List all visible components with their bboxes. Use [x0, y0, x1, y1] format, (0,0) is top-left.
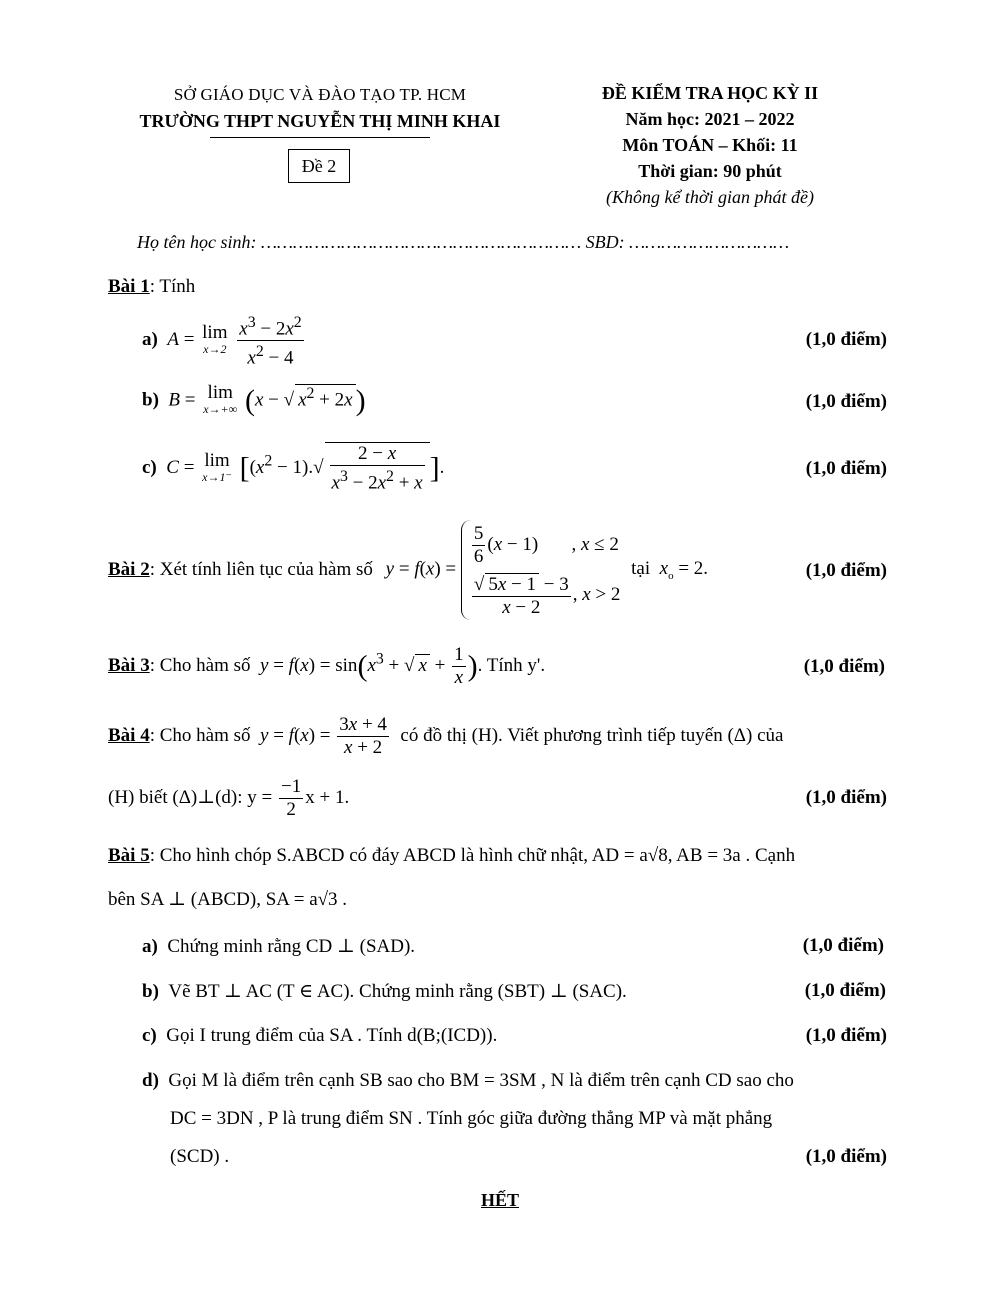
student-info-line: Họ tên học sinh: …………………………………………………… SBD: …………………………: [137, 232, 790, 252]
department-name: SỞ GIÁO DỤC VÀ ĐÀO TẠO TP. HCM: [173, 85, 467, 104]
bai4-line1: Bài 4: Cho hàm số y = f(x) = $\frac{3x + 4}{x + 2}$ có đồ thị (H). Viết phương trình tiếp tuyến (Δ) của: [108, 714, 784, 758]
bai1-label: Bài 1: [108, 276, 150, 297]
duration-note: (Không kể thời gian phát đề): [605, 187, 815, 207]
exam-title: ĐỀ KIỂM TRA HỌC KỲ II: [601, 83, 819, 103]
header-left: [105, 82, 535, 138]
bai5-part-d: d) Gọi M là điểm trên cạnh SB sao cho BM = 3SM , N là điểm trên cạnh CD sao cho: [142, 1070, 794, 1091]
header-rule: [210, 137, 430, 138]
school-name: TRƯỜNG THPT NGUYỄN THỊ MINH KHAI: [139, 111, 501, 131]
bai4-line2: (H) biết (Δ)⊥(d): y = $\frac{-1}{2}$ x + 1.: [108, 776, 350, 820]
bai3-points: (1,0 điểm): [803, 656, 885, 677]
subject-grade: Môn TOÁN – Khối: 11: [622, 135, 798, 155]
bai4-line2a: (H) biết (Δ)⊥(d): y =: [108, 786, 273, 808]
bai1-part-b: b) B = lim x→+∞ (x − √ $x^2 + 2x$ ): [142, 382, 366, 417]
exam-code-box: Đề 2: [288, 149, 350, 183]
bai5-d-line3: (SCD) .: [170, 1146, 230, 1167]
bai5-d-line2: DC = 3DN , P là trung điểm SN . Tính góc giữa đường thẳng MP và mặt phẳng: [170, 1108, 773, 1129]
bai5-line1: [108, 845, 795, 867]
bai5-line2: bên SA ⊥ (ABCD), SA = a√3 .: [108, 889, 348, 910]
bai1-part-c: c) C = lim x→1⁻ [$(x^2 - 1).√$ $\frac{2 - x}{x^3 - 2x^2 + x}$ ].: [142, 443, 445, 494]
bai5-a-points: (1,0 điểm): [802, 935, 884, 956]
bai5-b-text: Vẽ BT ⊥ AC (T ∈ AC). Chứng minh rằng (SBT) ⊥ (SAC).: [168, 981, 627, 1002]
bai1-a-points: (1,0 điểm): [805, 329, 887, 350]
exam-duration: Thời gian: 90 phút: [638, 161, 782, 181]
bai5-b-points: (1,0 điểm): [804, 980, 886, 1001]
bai5-part-c: c) Gọi I trung điểm của SA . Tính d(B;(ICD)).: [142, 1025, 498, 1046]
bai1-part-a: a) A = lim x→2 $\frac{x^3 - 2x^2}{x^2 - 4}$: [142, 314, 302, 369]
bai5-label: Bài 5: [108, 845, 150, 866]
bai5-a-text: Chứng minh rằng CD ⊥ (SAD).: [167, 936, 416, 957]
bai3: Bài 3: Cho hàm số $y = f(x) = \sin(x^3$ + √ x + $\frac{1}{x}$ ). Tính y'.: [108, 644, 546, 688]
bai3-label: Bài 3: [108, 654, 150, 676]
bai4-points: (1,0 điểm): [805, 787, 887, 808]
bai4-mid: có đồ thị (H). Viết phương trình tiếp tuyến (Δ) của: [400, 724, 784, 746]
school-year: Năm học: 2021 – 2022: [625, 109, 795, 129]
bai1-text: : Tính: [149, 276, 196, 297]
bai5-c-points: (1,0 điểm): [805, 1025, 887, 1046]
piecewise-function: y = f(x) = $\frac{5}{6}$ (x − 1) , x ≤ 2 $\frac{√ 5x - 1 - 3}{x - 2}$ , x > 2: [386, 520, 621, 620]
bai4-line2b: x + 1.: [305, 786, 350, 808]
bai2-text: : Xét tính liên tục của hàm số: [149, 559, 373, 580]
end-marker: HẾT: [480, 1190, 519, 1210]
bai2-points: (1,0 điểm): [805, 560, 887, 581]
bai2-label: Bài 2: [108, 559, 150, 580]
bai5-part-a: a) Chứng minh rằng CD ⊥ (SAD).: [142, 936, 416, 957]
bai4-label: Bài 4: [108, 724, 150, 746]
bai1-c-points: (1,0 điểm): [805, 458, 887, 479]
bai2-tail: tại: [631, 558, 651, 580]
bai5-d-line1: Gọi M là điểm trên cạnh SB sao cho BM = 3SM , N là điểm trên cạnh CD sao cho: [168, 1070, 794, 1091]
bai5-c-text: Gọi I trung điểm của SA . Tính d(B;(ICD)).: [166, 1025, 498, 1046]
header-right: [570, 80, 850, 210]
bai5-d-points: (1,0 điểm): [805, 1146, 887, 1167]
bai1-heading: [108, 276, 195, 298]
bai4-text: : Cho hàm số: [149, 724, 251, 746]
bai5-text: : Cho hình chóp S.ABCD có đáy ABCD là hình chữ nhật, AD = a√8, AB = 3a . Cạnh: [149, 845, 796, 866]
bai1-b-points: (1,0 điểm): [805, 391, 887, 412]
bai3-text: : Cho hàm số: [149, 654, 251, 676]
bai5-part-b: b) Vẽ BT ⊥ AC (T ∈ AC). Chứng minh rằng (SBT) ⊥ (SAC).: [142, 981, 627, 1002]
bai2: Bài 2: Xét tính liên tục của hàm số y = f(x) = $\frac{5}{6}$ (x − 1) , x ≤ 2 $\frac{√ 5x - 1 - 3}{x - 2}$ , x > 2 tại $x_o = 2$.: [108, 520, 708, 620]
bai3-tail: . Tính y'.: [477, 654, 546, 676]
